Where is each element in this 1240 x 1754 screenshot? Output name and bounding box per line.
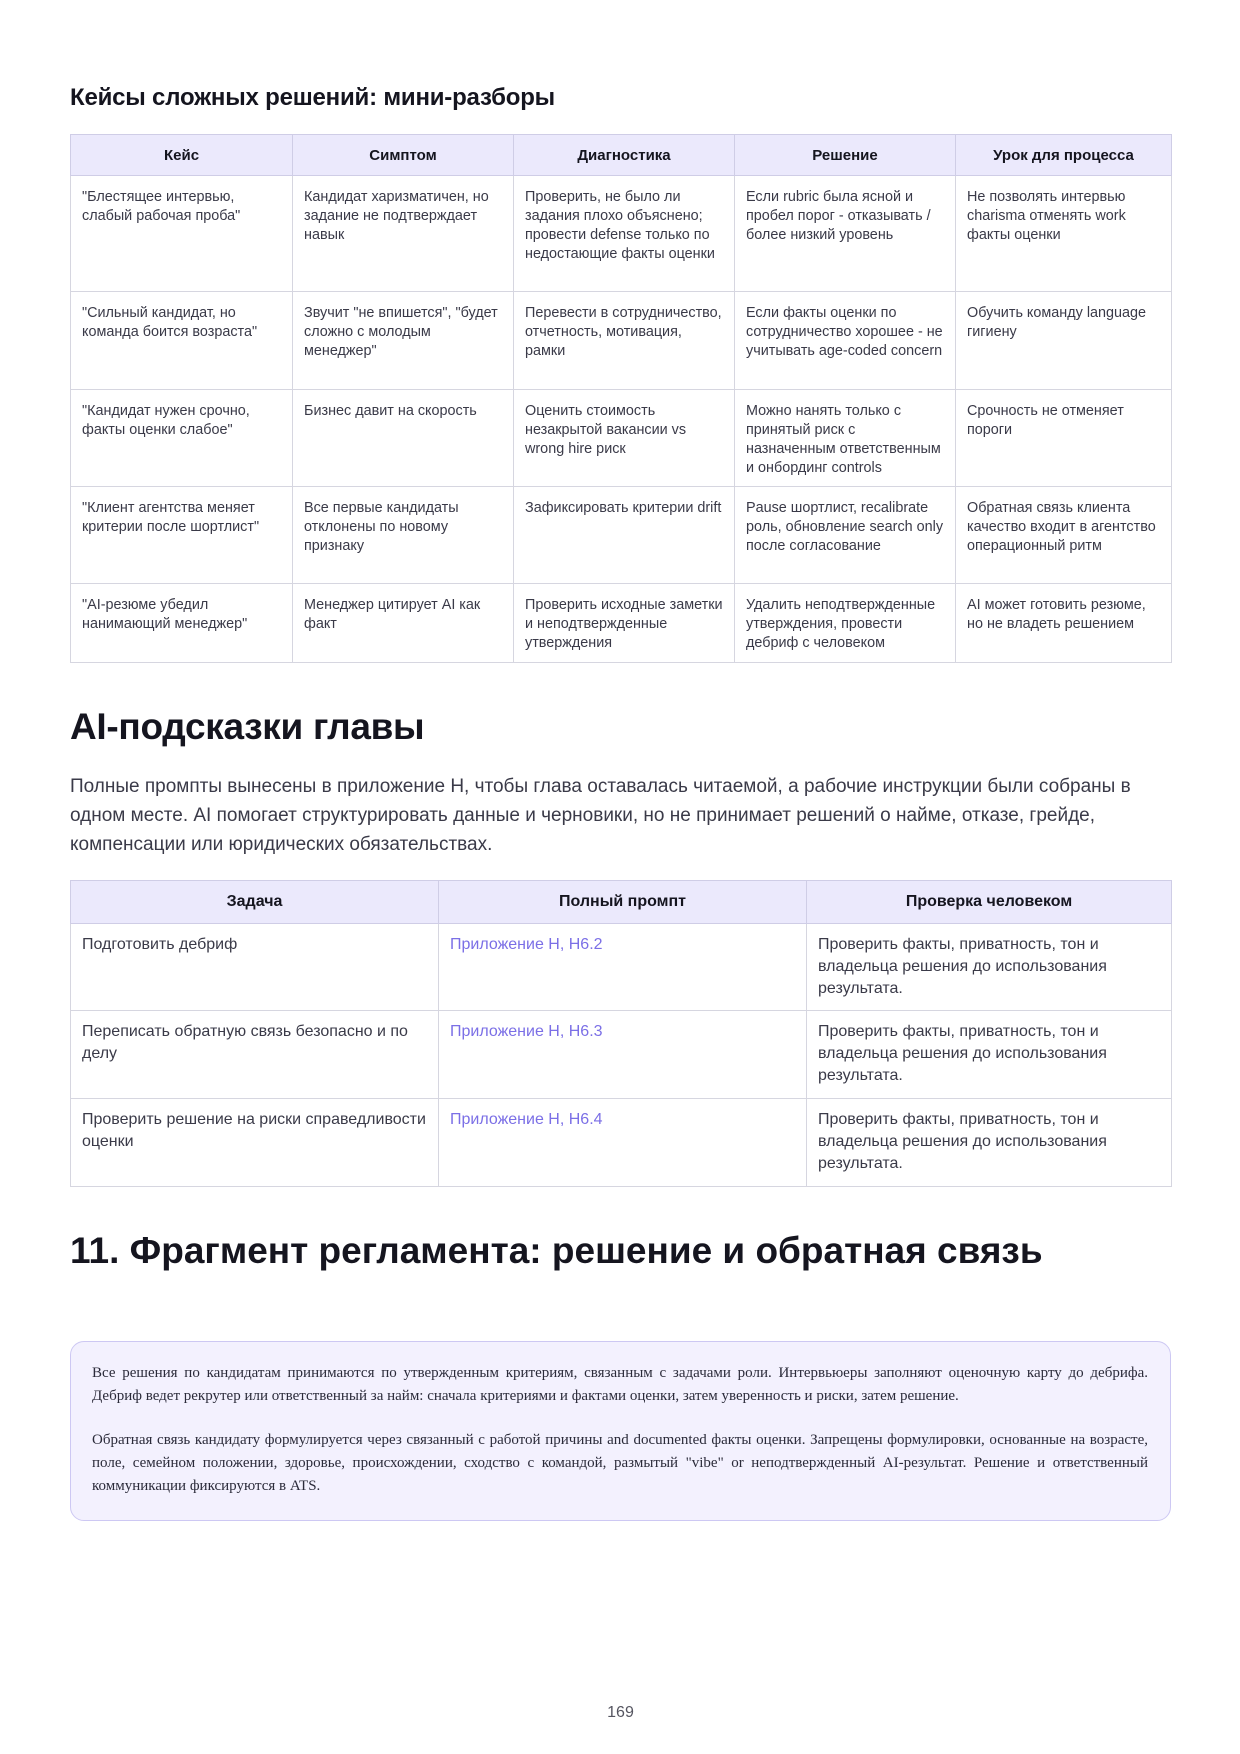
table-cell: Проверить исходные заметки и неподтвержденные утверждения [514,584,735,663]
table-row [71,1011,1172,1099]
human-check-cell: Проверить факты, приватность, тон и владельца решения до использования результата. [807,1099,1172,1187]
table-cell: Звучит "не впишется", "будет сложно с молодым менеджер" [293,292,514,390]
cases-header-cell: Симптом [293,135,514,176]
prompt-link-cell [439,924,807,1011]
table-cell: AI может готовить резюме, но не владеть решением [956,584,1172,663]
regulation-paragraph: Все решения по кандидатам принимаются по утвержденным критериям, связанным с задачами роли. Интервьюеры заполняют оценочную карту до дебрифа. Дебриф ведет рекрутер или ответственный за найм: сначала критериями и фактами оценки, затем уверенность и риски, затем решение. [92,1365,1148,1404]
table-cell: Проверить, не было ли задания плохо объяснено; провести defense только по недостающие факты оценки [514,176,735,292]
table-cell: Зафиксировать критерии drift [514,487,735,584]
table-cell: Pause шортлист, recalibrate роль, обновление search only после согласование [735,487,956,584]
table-row [71,390,1172,487]
prompts-table [70,880,1172,1187]
regulation-excerpt-box [70,1341,1171,1521]
table-cell: Все первые кандидаты отклонены по новому признаку [293,487,514,584]
prompt-link-cell [439,1011,807,1099]
table-cell: Удалить неподтвержденные утверждения, провести дебриф с человеком [735,584,956,663]
ai-intro-paragraph: Полные промпты вынесены в приложение H, чтобы глава оставалась читаемой, а рабочие инструкции были собраны в одном месте. AI помогает структурировать данные и черновики, но не принимает решений о найме, отказе, грейде, компенсации или юридических обязательствах. [70,776,1131,855]
task-cell: Проверить решение на риски справедливости оценки [71,1099,439,1187]
prompt-link[interactable]: Приложение H, H6.3 [450,1023,603,1040]
table-row [71,924,1172,1011]
task-cell: Переписать обратную связь безопасно и по делу [71,1011,439,1099]
task-cell: Подготовить дебриф [71,924,439,1011]
table-cell: Бизнес давит на скорость [293,390,514,487]
prompt-link[interactable]: Приложение H, H6.4 [450,1111,603,1128]
human-check-cell: Проверить факты, приватность, тон и владельца решения до использования результата. [807,1011,1172,1099]
table-cell: "Кандидат нужен срочно, факты оценки слабое" [71,390,293,487]
section-heading: 11. Фрагмент регламента: решение и обратная связь [70,1230,1043,1271]
table-cell: Если rubric была ясной и пробел порог - отказывать / более низкий уровень [735,176,956,292]
table-cell: Обучить команду language гигиену [956,292,1172,390]
prompts-header-row [71,881,1172,924]
page-number: 169 [607,1704,634,1721]
prompt-link-cell [439,1099,807,1187]
cases-title: Кейсы сложных решений: мини-разборы [70,84,555,111]
prompts-header-cell: Задача [71,881,439,924]
table-cell: Менеджер цитирует AI как факт [293,584,514,663]
table-row [71,176,1172,292]
cases-table [70,134,1172,663]
table-cell: Обратная связь клиента качество входит в агентство операционный ритм [956,487,1172,584]
table-row [71,487,1172,584]
ai-prompts-heading: AI-подсказки главы [70,706,425,747]
cases-header-cell: Решение [735,135,956,176]
human-check-cell: Проверить факты, приватность, тон и владельца решения до использования результата. [807,924,1172,1011]
table-cell: "Клиент агентства меняет критерии после шортлист" [71,487,293,584]
cases-header-cell: Урок для процесса [956,135,1172,176]
table-cell: Можно нанять только с принятый риск с назначенным ответственным и онбординг controls [735,390,956,487]
table-cell: "Блестящее интервью, слабый рабочая проба" [71,176,293,292]
table-row [71,292,1172,390]
cases-header-row [71,135,1172,176]
table-cell: Оценить стоимость незакрытой вакансии vs wrong hire риск [514,390,735,487]
table-cell: Не позволять интервью charisma отменять work факты оценки [956,176,1172,292]
table-cell: "Сильный кандидат, но команда боится возраста" [71,292,293,390]
table-row [71,1099,1172,1187]
table-cell: Кандидат харизматичен, но задание не подтверждает навык [293,176,514,292]
prompts-header-cell: Полный промпт [439,881,807,924]
table-row [71,584,1172,663]
table-cell: Срочность не отменяет пороги [956,390,1172,487]
cases-header-cell: Диагностика [514,135,735,176]
table-cell: Перевести в сотрудничество, отчетность, мотивация, рамки [514,292,735,390]
regulation-paragraph: Обратная связь кандидату формулируется через связанный с работой причины and documented факты оценки. Запрещены формулировки, основанные на возрасте, поле, семейном положении, здоровье, происхождении, сходство с командой, размытый "vibe" or неподтвержденный AI-результат. Решение и ответственный коммуникации фиксируются в ATS. [92,1432,1148,1494]
prompt-link[interactable]: Приложение H, H6.2 [450,936,603,953]
table-cell: Если факты оценки по сотрудничество хорошее - не учитывать age-coded concern [735,292,956,390]
table-cell: "AI-резюме убедил нанимающий менеджер" [71,584,293,663]
cases-header-cell: Кейс [71,135,293,176]
prompts-header-cell: Проверка человеком [807,881,1172,924]
